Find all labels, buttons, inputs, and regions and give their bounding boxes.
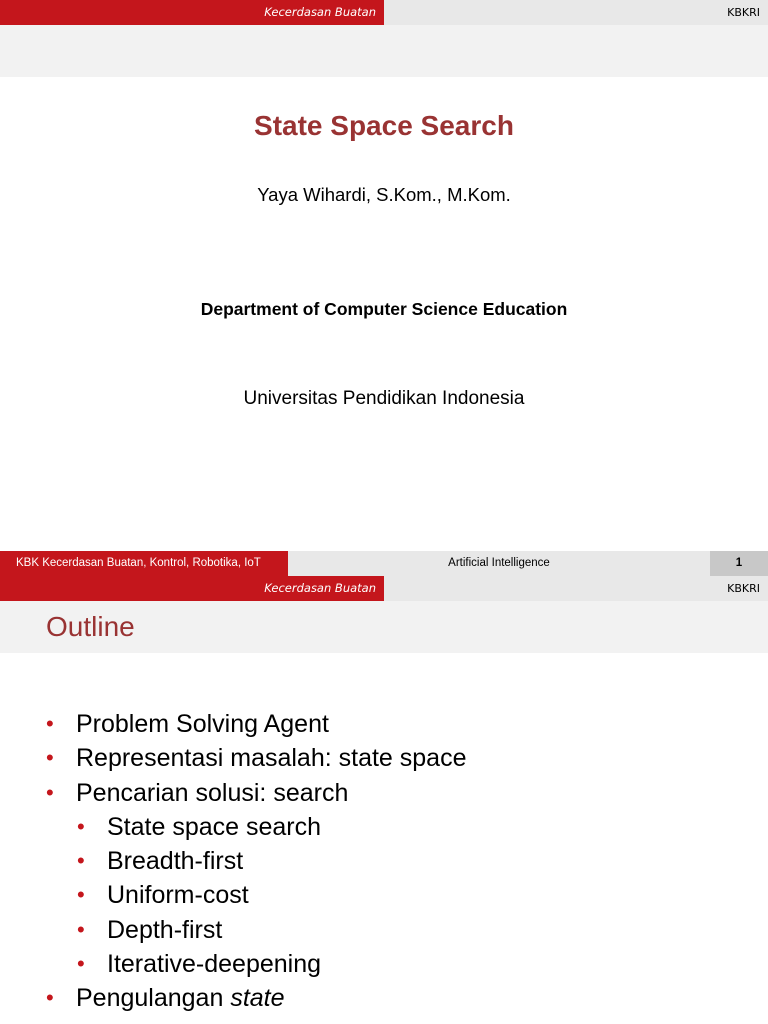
outline-item-text: Pengulangan — [76, 984, 231, 1013]
outline-item — [77, 878, 467, 912]
outline-item-emphasis: state — [230, 984, 285, 1013]
course-label: Kecerdasan Buatan — [0, 0, 384, 25]
outline-item-text: Iterative-deepening — [107, 950, 322, 979]
outline-list — [46, 707, 467, 1016]
slide-title: Outline — [46, 611, 135, 642]
department: Department of Computer Science Education — [200, 299, 568, 319]
slide-header — [0, 0, 768, 25]
outline-item — [46, 741, 467, 775]
outline-item — [46, 776, 467, 810]
slide-header — [0, 576, 768, 601]
outline-item-text: Representasi masalah: state space — [76, 744, 467, 773]
outline-item — [77, 913, 467, 947]
bullet-dot-icon: • — [46, 985, 54, 1011]
bullet-dot-icon: • — [77, 916, 85, 942]
university: Universitas Pendidikan Indonesia — [243, 388, 525, 409]
bullet-dot-icon: • — [77, 813, 85, 839]
footer-subject: Artificial Intelligence — [448, 557, 550, 569]
course-code: KBKRI — [727, 582, 760, 595]
bullet-dot-icon: • — [46, 711, 54, 736]
outline-item — [77, 810, 467, 844]
outline-item — [77, 947, 467, 981]
bullet-dot-icon: • — [77, 848, 85, 874]
page-number: 1 — [710, 551, 768, 576]
title-band — [0, 601, 768, 653]
slide-title: State Space Search — [254, 110, 514, 141]
outline-item-text: Depth-first — [107, 915, 223, 944]
outline-item-text: Problem Solving Agent — [76, 710, 329, 738]
title-band — [0, 25, 768, 77]
bullet-dot-icon: • — [77, 951, 85, 977]
bullet-dot-icon: • — [77, 882, 85, 908]
course-code: KBKRI — [727, 6, 760, 19]
outline-item-text: Pencarian solusi: search — [76, 778, 349, 807]
outline-item-text: State space search — [107, 812, 322, 841]
bullet-dot-icon: • — [46, 779, 54, 805]
outline-item — [77, 844, 467, 878]
slide-footer — [0, 551, 768, 576]
course-label: Kecerdasan Buatan — [0, 576, 384, 601]
bullet-dot-icon: • — [46, 745, 54, 771]
outline-item — [46, 981, 467, 1015]
outline-item-text: Breadth-first — [107, 847, 244, 876]
footer-group: KBK Kecerdasan Buatan, Kontrol, Robotika, IoT — [0, 551, 288, 576]
outline-item-text: Uniform-cost — [107, 881, 249, 910]
author: Yaya Wihardi, S.Kom., M.Kom. — [257, 184, 511, 205]
outline-item — [46, 707, 467, 741]
slide-2 — [0, 576, 768, 1024]
